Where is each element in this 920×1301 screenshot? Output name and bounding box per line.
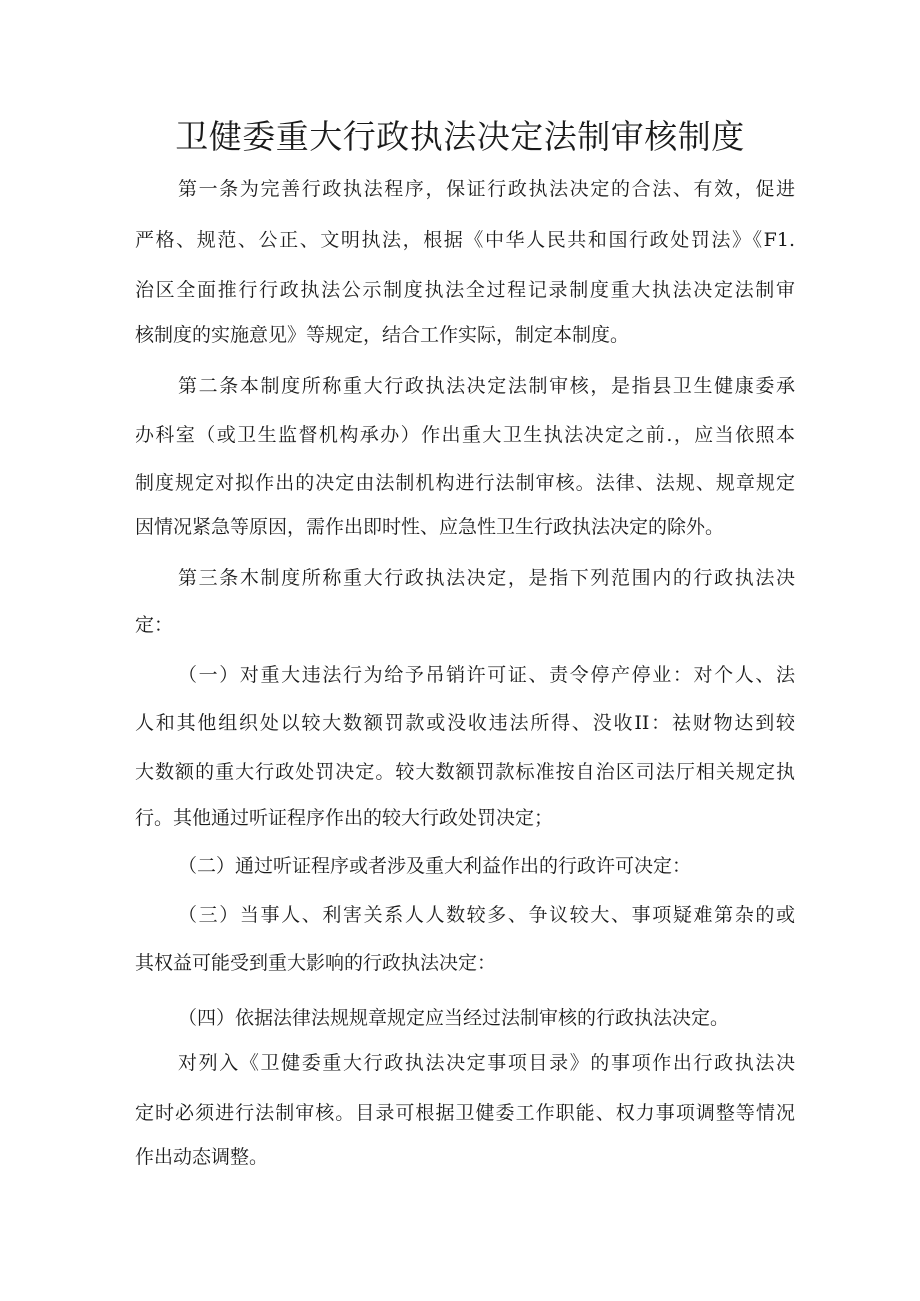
article-2-line-2: 办科室（或卫生监督机构承办）作出重大卫生执法决定之前.，应当依照本 <box>135 424 795 446</box>
item-1-line-2: 人和其他组织处以较大数额罚款或没收违法所得、没收II：祛财物达到较 <box>135 712 795 734</box>
article-1-line-4: 核制度的实施意见》等规定，结合工作实际，制定本制度。 <box>135 324 630 346</box>
article-1-line-1: 第一条为完善行政执法程序，保证行政执法决定的合法、有效，促进 <box>178 178 795 200</box>
closing-line-1: 对列入《卫健委重大行政执法决定事项目录》的事项作出行政执法决 <box>178 1052 795 1074</box>
article-3-line-1: 第三条木制度所称重大行政执法决定，是指下列范围内的行政执法决 <box>178 567 795 589</box>
item-3-line-2: 其权益可能受到重大影响的行政执法决定： <box>135 952 497 974</box>
article-2-line-3: 制度规定对拟作出的决定由法制机构进行法制审核。法律、法规、规章规定 <box>135 472 795 494</box>
article-1-line-2: 严格、规范、公正、文明执法，根据《中华人民共和国行政处罚法》《F1. <box>135 229 795 251</box>
article-2-line-1: 第二条本制度所称重大行政执法决定法制审核，是指县卫生健康委承 <box>178 375 795 397</box>
article-3-line-2: 定： <box>135 614 174 636</box>
item-1-line-1: （一）对重大违法行为给予吊销许可证、责令停产停业：对个人、法 <box>178 664 795 686</box>
closing-line-2: 定时必须进行法制审核。目录可根据卫健委工作职能、权力事项调整等情况 <box>135 1102 795 1124</box>
closing-line-3: 作出动态调整。 <box>135 1146 269 1168</box>
item-2-line-1: （二）通过听证程序或者涉及重大利益作出的行政许可决定： <box>178 855 692 877</box>
item-3-line-1: （三）当事人、利害关系人人数较多、争议较大、事项疑难第杂的或 <box>178 904 795 926</box>
item-1-line-4: 行。其他通过听证程序作出的较大行政处罚决定； <box>135 807 554 829</box>
article-2-line-4: 因情况紧急等原因，需作出即时性、应急性卫生行政执法决定的除外。 <box>135 516 725 538</box>
article-1-line-3: 治区全面推行行政执法公示制度执法全过程记录制度重大执法决定法制审 <box>135 279 795 301</box>
item-1-line-3: 大数额的重大行政处罚决定。较大数额罚款标准按自治区司法厅相关规定执 <box>135 761 795 783</box>
document-title: 卫健委重大行政执法决定法制审核制度 <box>175 117 745 156</box>
item-4-line-1: （四）依据法律法规规章规定应当经过法制审核的行政执法决定。 <box>178 1007 730 1029</box>
